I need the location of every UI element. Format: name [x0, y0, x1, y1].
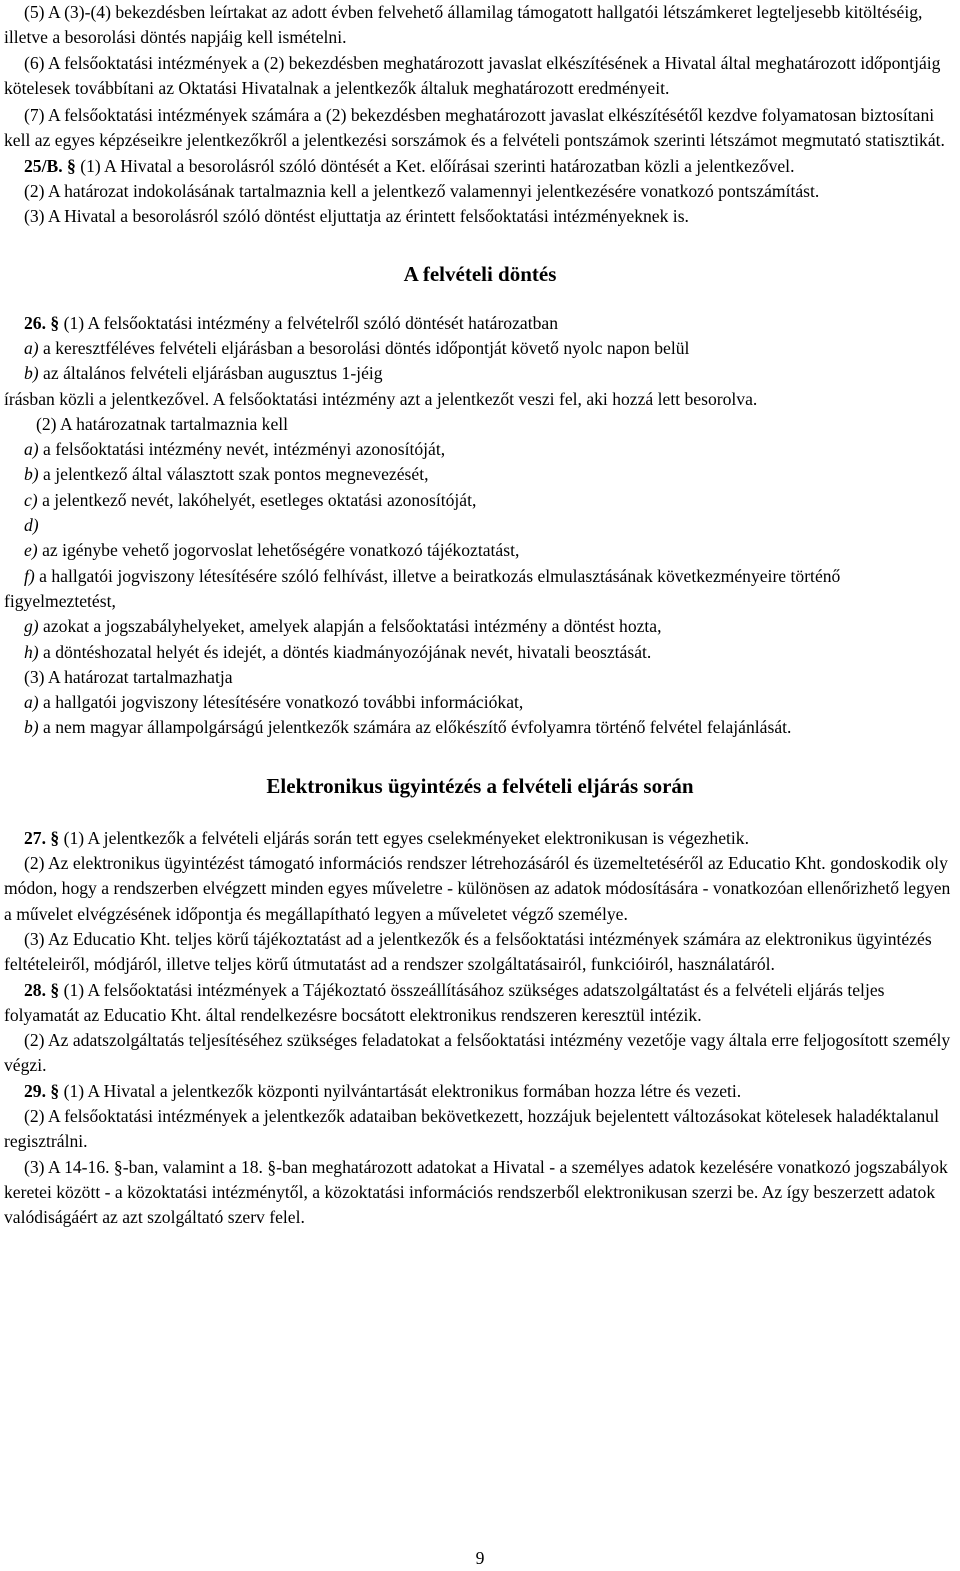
section-heading-felveteli-dontes: A felvételi döntés	[403, 261, 557, 286]
section-heading-elektronikus-ugyintezes: Elektronikus ügyintézés a felvételi eljárás során	[266, 773, 694, 798]
paragraph-26-1: 26. § (1) A felsőoktatási intézmény a felvételről szóló döntését határozatban	[24, 312, 559, 333]
paragraph-27-2: (2) Az elektronikus ügyintézést támogató információs rendszer létrehozásáról és üzemeltetéséről az Educatio Kht. gondoskodik oly módon, hogy a rendszerben elvégzett minden egyes műveletre - különösen az adatok módosítására - vonatkozóan ellenőrizhető legyen a művelet elvégzésének időpontja és megállapítható legyen a műveletet végző személye.	[4, 853, 951, 924]
paragraph-29-2: (2) A felsőoktatási intézmények a jelentkezők adataiban bekövetkezett, hozzájuk bejelentett változásokat kötelesek haladéktalanul regisztrálni.	[4, 1105, 939, 1152]
list-item-26-2-h: h) a döntéshozatal helyét és idejét, a döntés kiadmányozójának nevét, hivatali beosztását.	[24, 641, 652, 662]
paragraph-25b-2: (2) A határozat indokolásának tartalmaznia kell a jelentkező valamennyi jelentkezésére vonatkozó pontszámítást.	[24, 181, 820, 202]
paragraph-25a-5: (5) A (3)-(4) bekezdésben leírtakat az adott évben felvehető államilag támogatott hallgatói létszámkeret legteljesebb kitöltéséig, illetve a besorolási döntés napjáig kell ismételni.	[4, 2, 923, 48]
paragraph-27-1: 27. § (1) A jelentkezők a felvételi eljárás során tett egyes cselekményeket elektronikusan is végezhetik.	[24, 827, 750, 848]
paragraph-26-2: (2) A határozatnak tartalmaznia kell	[36, 413, 289, 434]
paragraph-29-3: (3) A 14-16. §-ban, valamint a 18. §-ban meghatározott adatokat a Hivatal - a személyes adatok kezelésére vonatkozó jogszabályok keretei között - a közoktatási intézménytől, a közoktatási információs rendszerből elektronikusan szerzi be. Az így beszerzett adatok valódiságáért az azt szolgáltató szerv felel.	[4, 1156, 948, 1228]
paragraph-27-3: (3) Az Educatio Kht. teljes körű tájékoztatást ad a jelentkezők és a felsőoktatási intézmények számára az elektronikus ügyintézés feltételeiről, módjáról, illetve teljes körű útmutatást ad a rendszer szolgáltatásairól, funkcióiról, használatáról.	[4, 928, 932, 975]
paragraph-25a-6: (6) A felsőoktatási intézmények a (2) bekezdésben meghatározott javaslat elkészítésének a Hivatal által meghatározott időpontjáig kötelesek továbbítani az Oktatási Hivatalnak a jelentkezők általuk meghatározott eredményeit.	[4, 52, 941, 98]
list-item-26-2-d: d)	[24, 515, 39, 536]
page-number: 9	[475, 1548, 485, 1568]
list-item-26-3-a: a) a hallgatói jogviszony létesítésére vonatkozó további információkat,	[24, 692, 524, 713]
section-number: 25/B.	[24, 155, 63, 176]
paragraph-28-2: (2) Az adatszolgáltatás teljesítéséhez szükséges feladatokat a felsőoktatási intézmény vezetője vagy általa erre feljogosított személy végzi.	[4, 1030, 951, 1076]
list-item-26-2-b: b) a jelentkező által választott szak pontos megnevezését,	[24, 464, 429, 485]
list-item-26-1-b: b) az általános felvételi eljárásban augusztus 1-jéig	[24, 363, 383, 384]
list-item-26-2-c: c) a jelentkező nevét, lakóhelyét, esetleges oktatási azonosítóját,	[24, 489, 477, 510]
list-item-26-2-f: f) a hallgatói jogviszony létesítésére szóló felhívást, illetve a beiratkozás elmulasztásának következményeire történő figyelmeztetést,	[4, 565, 841, 611]
list-item-26-2-g: g) azokat a jogszabályhelyeket, amelyek alapján a felsőoktatási intézmény a döntést hozta,	[24, 616, 662, 637]
paragraph-26-1-after: írásban közli a jelentkezővel. A felsőoktatási intézmény azt a jelentkezőt veszi fel, aki hozzá lett besorolva.	[4, 388, 758, 409]
paragraph-26-3: (3) A határozat tartalmazhatja	[24, 666, 233, 687]
list-item-26-1-a: a) a keresztféléves felvételi eljárásban a besorolási döntés időpontját követő nyolc napon belül	[24, 337, 690, 358]
paragraph-25b-1: 25/B. § (1) A Hivatal a besorolásról szóló döntését a Ket. előírásai szerinti határozatban közli a jelentkezővel.	[24, 155, 795, 176]
paragraph-25a-7: (7) A felsőoktatási intézmények számára a (2) bekezdésben meghatározott javaslat elkészítésétől kezdve folyamatosan biztosítani kell az egyes képzéseikre jelentkezőkről a jelentkezési sorszámok és a felvételi pontszámok szerinti létszámot megmutató statisztikát.	[4, 105, 945, 151]
list-item-26-3-b: b) a nem magyar állampolgárságú jelentkezők számára az előkészítő évfolyamra történő felvétel felajánlását.	[24, 717, 792, 738]
paragraph-28-1: 28. § (1) A felsőoktatási intézmények a Tájékoztató összeállításához szükséges adatszolgáltatást és a felvételi eljárás teljes folyamatát az Educatio Kht. által rendelkezésre bocsátott elektronikus rendszeren keresztül intézik.	[4, 979, 885, 1025]
paragraph-25b-3: (3) A Hivatal a besorolásról szóló döntést eljuttatja az érintett felsőoktatási intézményeknek is.	[24, 206, 689, 227]
list-item-26-2-e: e) az igénybe vehető jogorvoslat lehetőségére vonatkozó tájékoztatást,	[24, 540, 520, 561]
top-section	[0, 0, 960, 230]
section-26	[0, 311, 960, 741]
bottom-section	[0, 826, 960, 1231]
section-sign: §	[62, 155, 76, 176]
paragraph-29-1: 29. § (1) A Hivatal a jelentkezők központi nyilvántartását elektronikus formában hozza létre és vezeti.	[24, 1080, 742, 1101]
list-item-26-2-a: a) a felsőoktatási intézmény nevét, intézményi azonosítóját,	[24, 439, 446, 460]
